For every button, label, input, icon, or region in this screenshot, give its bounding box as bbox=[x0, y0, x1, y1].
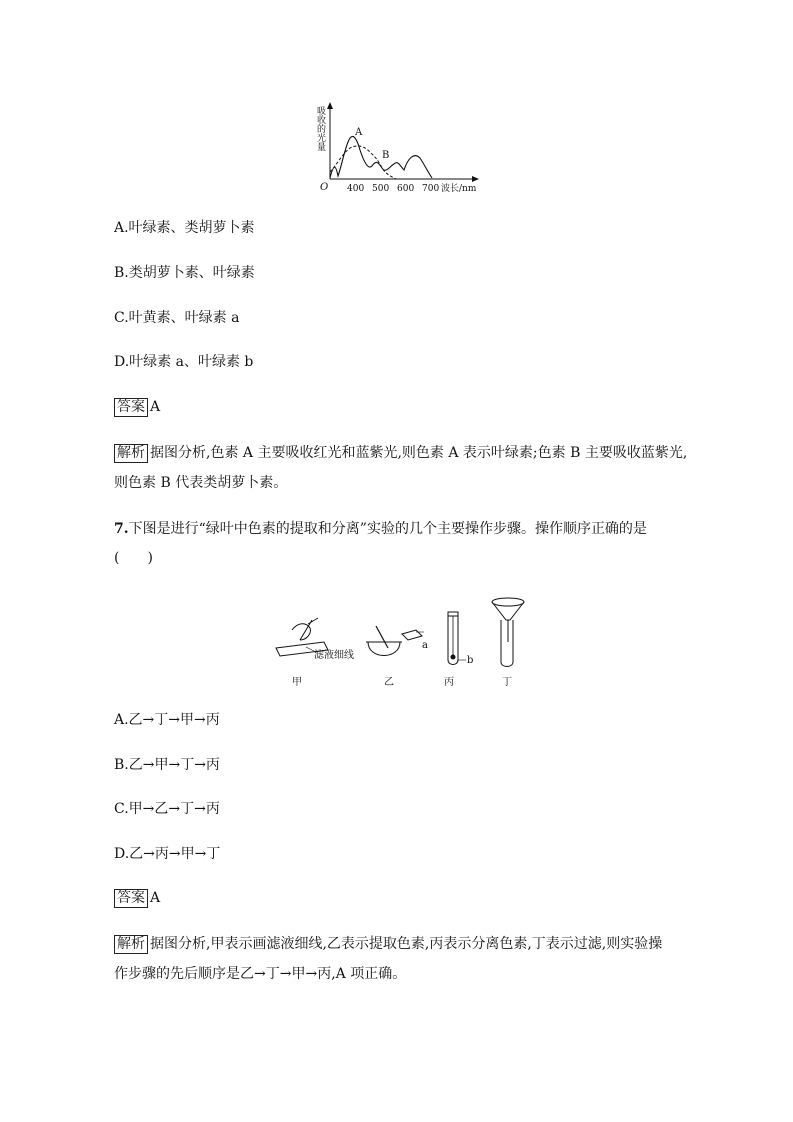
step-yi-drawing bbox=[366, 626, 428, 656]
analysis-text: 据图分析,甲表示画滤液细线,乙表示提取色素,丙表示分离色素,丁表示过滤,则实验操 bbox=[150, 936, 663, 952]
answer-tag: 答案 bbox=[114, 398, 148, 417]
answer-value: A bbox=[150, 890, 161, 906]
q6-option-a: A.叶绿素、类胡萝卜素 bbox=[114, 220, 255, 236]
filter-line-label: 滤液细线 bbox=[314, 650, 354, 661]
step-bing-drawing bbox=[448, 612, 473, 666]
label-ding: 丁 bbox=[502, 677, 512, 688]
label-jia: 甲 bbox=[292, 677, 302, 688]
q6-option-d: D.叶绿素 a、叶绿素 b bbox=[114, 354, 254, 370]
q7-paren: ( ) bbox=[114, 550, 153, 566]
q7-stem bbox=[114, 519, 647, 539]
label-yi: 乙 bbox=[384, 677, 394, 688]
q7-option-b: B.乙→甲→丁→丙 bbox=[114, 757, 220, 773]
analysis-tag: 解析 bbox=[114, 935, 148, 954]
question-number: 7. bbox=[114, 521, 129, 537]
tick-600: 600 bbox=[397, 184, 415, 194]
absorption-spectrum-figure bbox=[310, 100, 490, 195]
q6-answer bbox=[114, 397, 160, 417]
q7-analysis-line2: 作步骤的先后顺序是乙→丁→甲→丙,A 项正确。 bbox=[114, 966, 407, 982]
question-text: 下图是进行“绿叶中色素的提取和分离”实验的几个主要操作步骤。操作顺序正确的是 bbox=[128, 521, 647, 537]
q6-analysis-line2: 则色素 B 代表类胡萝卜素。 bbox=[114, 475, 288, 491]
answer-tag: 答案 bbox=[114, 889, 148, 908]
q7-option-a: A.乙→丁→甲→丙 bbox=[114, 712, 220, 728]
q6-analysis-line1 bbox=[114, 443, 687, 463]
step-ding-drawing bbox=[492, 598, 524, 667]
q7-analysis-line1 bbox=[114, 934, 662, 954]
tick-700: 700 bbox=[422, 184, 440, 194]
q6-option-b: B.类胡萝卜素、叶绿素 bbox=[114, 265, 255, 281]
analysis-tag: 解析 bbox=[114, 444, 148, 463]
q7-answer bbox=[114, 888, 160, 908]
analysis-text: 据图分析,色素 A 主要吸收红光和蓝紫光,则色素 A 表示叶绿素;色素 B 主要吸收蓝紫光, bbox=[150, 445, 688, 461]
label-bing: 丙 bbox=[444, 677, 454, 688]
q7-option-c: C.甲→乙→丁→丙 bbox=[114, 801, 220, 817]
mark-b: b bbox=[467, 655, 474, 666]
q7-option-d: D.乙→丙→甲→丁 bbox=[114, 846, 221, 862]
origin-label: O bbox=[320, 182, 329, 193]
tick-500: 500 bbox=[372, 184, 390, 194]
curve-a-label: A bbox=[355, 127, 363, 138]
q6-option-c: C.叶黄素、叶绿素 a bbox=[114, 310, 240, 326]
answer-value: A bbox=[150, 399, 161, 415]
curve-a bbox=[330, 136, 432, 178]
mark-a: a bbox=[422, 640, 428, 651]
curve-b-label: B bbox=[382, 150, 390, 161]
step-jia-drawing bbox=[276, 618, 354, 661]
experiment-steps-figure bbox=[272, 590, 542, 690]
y-axis-label: 吸收的光量 bbox=[315, 106, 325, 151]
tick-400: 400 bbox=[347, 184, 365, 194]
x-axis-label: 波长/nm bbox=[441, 184, 477, 194]
